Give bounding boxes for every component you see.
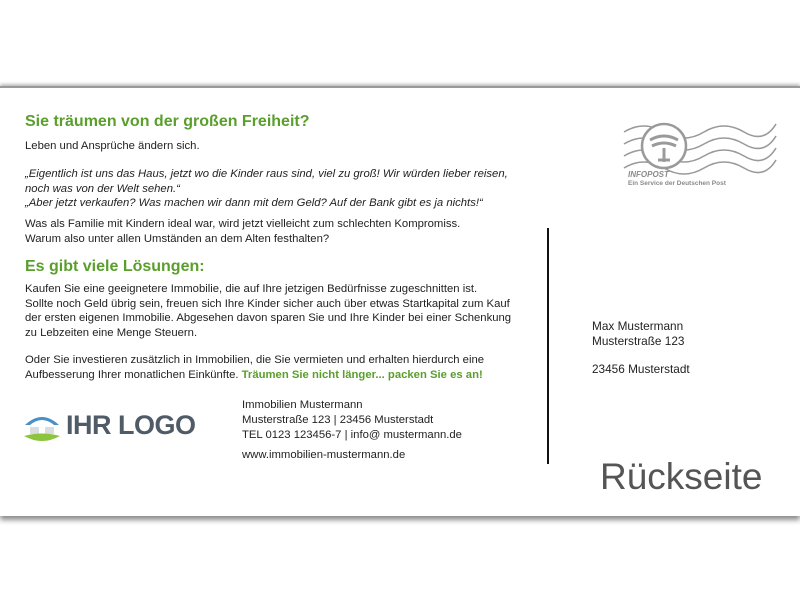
headline: Sie träumen von der großen Freiheit? xyxy=(25,113,310,130)
recipient-address xyxy=(592,319,690,377)
cta-text: Träumen Sie nicht länger... packen Sie es an! xyxy=(241,368,483,381)
side-label: Rückseite xyxy=(600,456,763,497)
paragraph-3 xyxy=(25,353,484,382)
paragraph-line: Oder Sie investieren zusätzlich in Immobilien, die Sie vermieten und erhalten hierdurch eine xyxy=(25,354,485,366)
paragraph-1 xyxy=(25,217,460,246)
paragraph-line: Was als Familie mit Kindern ideal war, wird jetzt vielleicht zum schlechten Kompromiss. xyxy=(25,218,461,230)
quote-line: „Eigentlich ist uns das Haus, jetzt wo die Kinder raus sind, viel zu groß! Wir würden lieber reisen, xyxy=(25,168,508,180)
company-name: Immobilien Mustermann xyxy=(242,399,363,411)
paragraph-line: Kaufen Sie eine geeignetere Immobilie, die auf Ihre jetzigen Bedürfnisse zugeschnitten ist. xyxy=(25,283,478,295)
quote-line: noch was von der Welt sehen.“ xyxy=(25,182,180,195)
paragraph-2 xyxy=(25,282,511,340)
address-divider xyxy=(547,228,549,464)
recipient-city: 23456 Musterstadt xyxy=(592,362,690,377)
company-info xyxy=(242,398,462,443)
paragraph-line: Sollte noch Geld übrig sein, freuen sich Ihre Kinder sicher auch über etwas Startkapital zum Kauf xyxy=(25,297,510,310)
recipient-street: Musterstraße 123 xyxy=(592,333,685,348)
quote-block xyxy=(25,167,508,211)
company-contact: TEL 0123 123456-7 | info@ mustermann.de xyxy=(242,429,462,441)
stamp-title: INFOPOST xyxy=(628,170,669,179)
paragraph-line-with-cta xyxy=(25,368,484,383)
company-website[interactable]: www.immobilien-mustermann.de xyxy=(242,449,406,461)
subheadline: Es gibt viele Lösungen: xyxy=(25,258,205,275)
paragraph-line: Warum also unter allen Umständen an dem Alten festhalten? xyxy=(25,232,330,245)
company-address: Musterstraße 123 | 23456 Musterstadt xyxy=(242,414,434,426)
quote-line: „Aber jetzt verkaufen? Was machen wir dann mit dem Geld? Auf der Bank gibt es ja nichts!“ xyxy=(25,197,483,210)
house-logo-icon xyxy=(22,406,62,446)
stamp-subtitle: Ein Service der Deutschen Post xyxy=(628,180,726,187)
logo-text: IHR LOGO xyxy=(66,410,196,440)
paragraph-line: zu Lebzeiten eine Menge Steuern. xyxy=(25,326,198,339)
company-logo xyxy=(22,406,197,448)
paragraph-text: Aufbesserung Ihrer monatlichen Einkünfte. xyxy=(25,368,239,381)
recipient-name: Max Mustermann xyxy=(592,319,684,333)
intro-text: Leben und Ansprüche ändern sich. xyxy=(25,140,200,152)
paragraph-line: der ersten eigenen Immobilie. Abgesehen davon sparen Sie und Ihre Kinder bei einer Schenkung xyxy=(25,312,512,325)
postcard-back xyxy=(0,86,800,516)
